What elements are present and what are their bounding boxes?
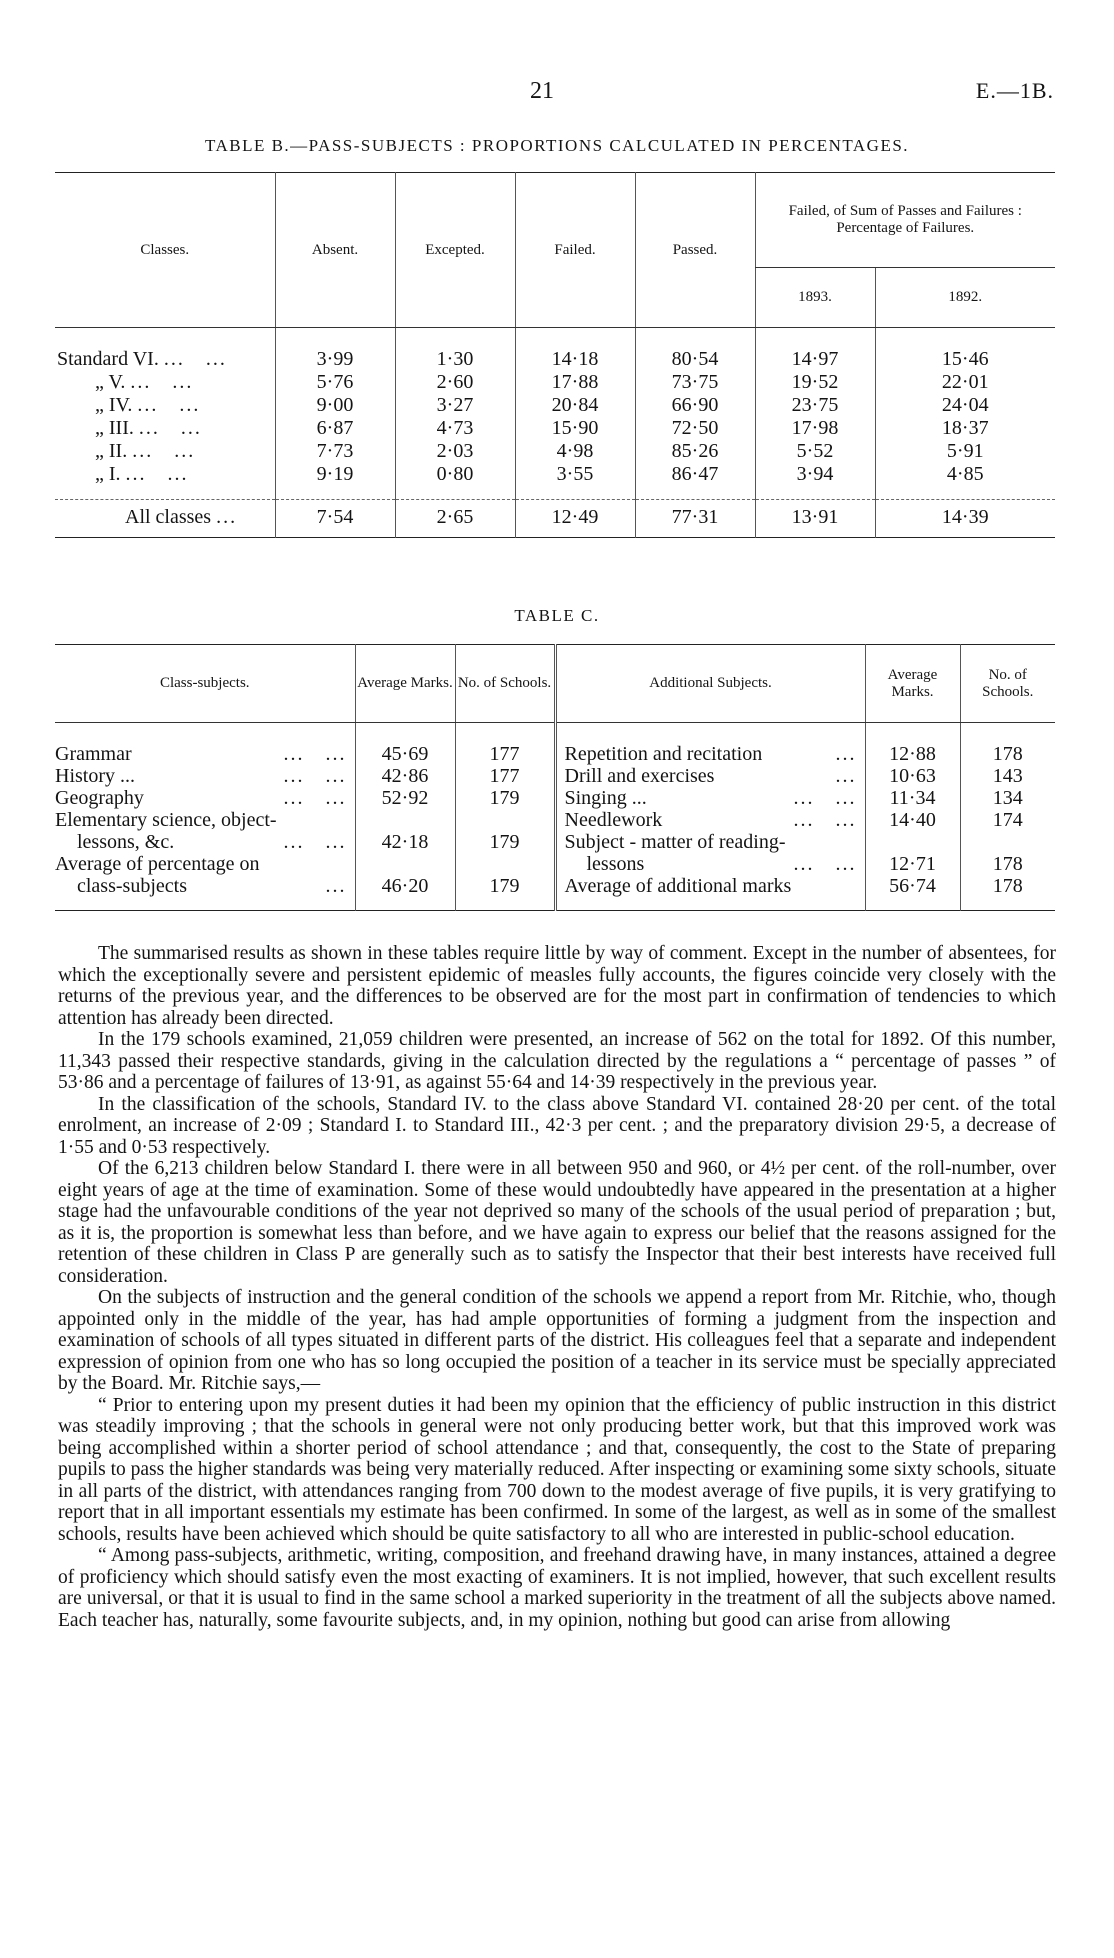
cell-passed: 72·50 (635, 417, 755, 440)
additional-subject: Drill and exercises (564, 764, 715, 787)
paragraph: In the classification of the schools, Standard IV. to the class above Standard VI. contained 28·20 per cent. of the total enrolment, an increase of 2·09 ; Standard I. to Standard III., 42·3 per cent. ; and the preparatory division 29·5, a decrease of 1·55 and 0·53 respectively. (58, 1093, 1056, 1158)
cell-absent: 7·73 (275, 440, 395, 463)
cell-no-schools-2: 143 (960, 765, 1055, 787)
additional-subject: Needlework (564, 808, 663, 831)
table-row: „ I. ... ... 9·19 0·80 3·55 86·47 3·94 4·85 (55, 463, 1055, 486)
col-failures-group: Failed, of Sum of Passes and Failures : Percentage of Failures. (755, 173, 1055, 268)
cell-avg-marks-2: 56·74 (865, 875, 960, 897)
cell-no-schools: 179 (455, 831, 555, 853)
row-label: „ III. (95, 416, 134, 439)
cell-absent: 5·76 (275, 371, 395, 394)
class-subject: Grammar (55, 742, 132, 765)
cell-passed: 80·54 (635, 348, 755, 371)
cell-passed: 73·75 (635, 371, 755, 394)
cell-failed: 20·84 (515, 394, 635, 417)
cell-excepted: 2·65 (395, 500, 515, 538)
page-number: 21 (530, 78, 554, 104)
class-subject: lessons, &c. (77, 830, 175, 853)
cell-absent: 9·00 (275, 394, 395, 417)
col-1893: 1893. (755, 268, 875, 328)
row-label: „ II. (95, 439, 128, 462)
cell-no-schools-2: 178 (960, 853, 1055, 875)
table-row: „ IV. ... ... 9·00 3·27 20·84 66·90 23·75 24·04 (55, 394, 1055, 417)
cell-failed: 17·88 (515, 371, 635, 394)
additional-subject: Subject - matter of reading- (555, 831, 865, 853)
cell-no-schools: 179 (455, 787, 555, 809)
cell-1893: 13·91 (755, 500, 875, 538)
cell-no-schools-2: 178 (960, 875, 1055, 897)
paragraph: “ Among pass-subjects, arithmetic, writing, composition, and freehand drawing have, in many instances, attained a degree of proficiency which should satisfy even the most exacting of examiners. It is not implied, however, that such excellent results are universal, or that it is usual to find in the same school a marked superiority in the treatment of all the subjects above named. Each teacher has, naturally, some favourite subjects, and, in my opinion, nothing but good can arise from allowing (58, 1545, 1056, 1631)
page-header (0, 78, 1114, 108)
table-row: „ II. ... ... 7·73 2·03 4·98 85·26 5·52 5·91 (55, 440, 1055, 463)
paragraph: “ Prior to entering upon my present duties it had been my opinion that the efficiency of public instruction in this district was steadily improving ; that the schools in general were not only producing better work, but that this improved work was being accomplished within a shorter period of school attendance ; and that, consequently, the cost to the State of preparing pupils to pass the higher standards was being very materially reduced. After inspecting or examining some sixty schools, situate in all parts of the district, with attendances ranging from 700 down to the modest average of five pupils, it is very gratifying to report that in all important essentials my estimate has been confirmed. In some of the largest, as well as in some of the smallest schools, results have been achieved which should be quite satisfactory to all who are interested in public-school education. (58, 1394, 1056, 1545)
additional-subject: lessons (586, 852, 645, 875)
table-total-row: All classes ... 7·54 2·65 12·49 77·31 13·91 14·39 (55, 500, 1055, 538)
additional-subject: Repetition and recitation (564, 742, 763, 765)
cell-avg-marks-2: 12·71 (865, 853, 960, 875)
cell-1892: 4·85 (875, 463, 1055, 486)
col-excepted: Excepted. (395, 173, 515, 328)
table-row: Average of percentage on lessons ... ... 12·71 178 (55, 853, 1055, 875)
table-row: Standard VI. ... ... 3·99 1·30 14·18 80·54 14·97 15·46 (55, 348, 1055, 371)
paragraph: The summarised results as shown in these tables require little by way of comment. Except in the number of absentees, for which the exceptionally severe and persistent epidemic of measles fully accounts, the figures coincide very closely with the returns of the previous year, and the differences to be observed are for the most part in confirmation of tendencies to which attention has already been directed. (58, 943, 1056, 1029)
col-additional-subjects: Additional Subjects. (555, 645, 865, 723)
table-row: Grammar ... ... 45·69 177 Repetition and recitation ... 12·88 178 (55, 743, 1055, 765)
cell-absent: 3·99 (275, 348, 395, 371)
cell-failed: 3·55 (515, 463, 635, 486)
table-row: Elementary science, object- Needlework ... ... 14·40 174 (55, 809, 1055, 831)
table-row: „ III. ... ... 6·87 4·73 15·90 72·50 17·98 18·37 (55, 417, 1055, 440)
row-label: „ IV. (95, 393, 133, 416)
cell-1893: 14·97 (755, 348, 875, 371)
col-failed: Failed. (515, 173, 635, 328)
cell-1893: 19·52 (755, 371, 875, 394)
table-c (55, 644, 1055, 911)
cell-1893: 5·52 (755, 440, 875, 463)
cell-excepted: 2·03 (395, 440, 515, 463)
cell-avg-marks-2: 11·34 (865, 787, 960, 809)
cell-1892: 22·01 (875, 371, 1055, 394)
class-subject: History ... (55, 764, 135, 787)
row-label: „ I. (95, 462, 121, 485)
class-subject: Geography (55, 786, 144, 809)
cell-1892: 5·91 (875, 440, 1055, 463)
cell-absent: 9·19 (275, 463, 395, 486)
cell-1892: 14·39 (875, 500, 1055, 538)
cell-excepted: 1·30 (395, 348, 515, 371)
cell-failed: 4·98 (515, 440, 635, 463)
table-c-caption: TABLE C. (514, 606, 600, 625)
cell-avg-marks: 45·69 (355, 743, 455, 765)
row-label: Standard VI. (57, 347, 159, 370)
cell-passed: 86·47 (635, 463, 755, 486)
cell-avg-marks: 52·92 (355, 787, 455, 809)
col-average-marks-2: Average Marks. (865, 645, 960, 723)
row-label: All classes (125, 506, 212, 528)
col-classes: Classes. (55, 173, 275, 328)
cell-no-schools-2: 178 (960, 743, 1055, 765)
cell-passed: 85·26 (635, 440, 755, 463)
paragraph: On the subjects of instruction and the general condition of the schools we append a report from Mr. Ritchie, who, though appointed only in the middle of the year, has had ample opportunities of forming a judgment from the inspection and examination of schools of all types situated in different parts of the district. His colleagues feel that a separate and independent expression of opinion from one who has so long occupied the position of a teacher in its service must be specially appreciated by the Board. Mr. Ritchie says,— (58, 1287, 1056, 1394)
cell-no-schools-2: 134 (960, 787, 1055, 809)
body-text (58, 943, 1056, 1631)
cell-excepted: 4·73 (395, 417, 515, 440)
cell-avg-marks-2: 12·88 (865, 743, 960, 765)
col-passed: Passed. (635, 173, 755, 328)
table-b-caption: TABLE B.—PASS-SUBJECTS : PROPORTIONS CALCULATED IN PERCENTAGES. (204, 136, 910, 155)
document-reference: E.—1B. (975, 78, 1054, 103)
cell-no-schools: 177 (455, 743, 555, 765)
table-b (55, 172, 1055, 538)
cell-failed: 15·90 (515, 417, 635, 440)
additional-subject: Average of additional marks (555, 875, 865, 897)
paragraph: Of the 6,213 children below Standard I. there were in all between 950 and 960, or 4½ per cent. of the roll-number, over eight years of age at the time of examination. Some of these would undoubtedly have appeared in the presentation at a higher stage had the unfavourable conditions of the year not deprived so many of the schools of the usual period of preparation ; but, as it is, the proportion is somewhat less than before, and we have again to express our belief that the reasons assigned for the retention of these children in Class P are generally such as to satisfy the Inspector that their best interests have received full consideration. (58, 1158, 1056, 1287)
row-label: „ V. (95, 370, 126, 393)
cell-1893: 23·75 (755, 394, 875, 417)
table-row: „ V. ... ... 5·76 2·60 17·88 73·75 19·52 22·01 (55, 371, 1055, 394)
class-subject: Average of percentage on (55, 852, 260, 875)
col-absent: Absent. (275, 173, 395, 328)
cell-avg-marks-2: 14·40 (865, 809, 960, 831)
cell-excepted: 3·27 (395, 394, 515, 417)
cell-failed: 14·18 (515, 348, 635, 371)
cell-passed: 77·31 (635, 500, 755, 538)
cell-1892: 18·37 (875, 417, 1055, 440)
col-no-of-schools: No. of Schools. (455, 645, 555, 723)
col-class-subjects: Class-subjects. (55, 645, 355, 723)
table-row: lessons, &c. ... ... 42·18 179 Subject - matter of reading- (55, 831, 1055, 853)
cell-no-schools: 177 (455, 765, 555, 787)
additional-subject: Singing ... (564, 786, 647, 809)
cell-1893: 17·98 (755, 417, 875, 440)
col-average-marks: Average Marks. (355, 645, 455, 723)
class-subject: Elementary science, object- (55, 808, 277, 831)
table-row: class-subjects ... 46·20 179 Average of additional marks 56·74 178 (55, 875, 1055, 897)
col-1892: 1892. (875, 268, 1055, 328)
cell-passed: 66·90 (635, 394, 755, 417)
cell-avg-marks: 46·20 (355, 875, 455, 897)
cell-1892: 15·46 (875, 348, 1055, 371)
cell-no-schools: 179 (455, 875, 555, 897)
paragraph: In the 179 schools examined, 21,059 children were presented, an increase of 562 on the total for 1892. Of this number, 11,343 passed their respective standards, giving in the calculation directed by the regulations a “ percentage of passes ” of 53·86 and a percentage of failures of 13·91, as against 55·64 and 14·39 respectively in the previous year. (58, 1029, 1056, 1093)
cell-1893: 3·94 (755, 463, 875, 486)
cell-avg-marks: 42·18 (355, 831, 455, 853)
cell-excepted: 2·60 (395, 371, 515, 394)
cell-avg-marks-2: 10·63 (865, 765, 960, 787)
cell-no-schools-2: 174 (960, 809, 1055, 831)
cell-absent: 7·54 (275, 500, 395, 538)
cell-excepted: 0·80 (395, 463, 515, 486)
table-row: History ... ... ... 42·86 177 Drill and exercises ... 10·63 143 (55, 765, 1055, 787)
cell-absent: 6·87 (275, 417, 395, 440)
table-row: Geography ... ... 52·92 179 Singing ... ... ... 11·34 134 (55, 787, 1055, 809)
cell-failed: 12·49 (515, 500, 635, 538)
cell-1892: 24·04 (875, 394, 1055, 417)
cell-avg-marks: 42·86 (355, 765, 455, 787)
class-subject: class-subjects (77, 874, 187, 897)
col-no-of-schools-2: No. of Schools. (960, 645, 1055, 723)
